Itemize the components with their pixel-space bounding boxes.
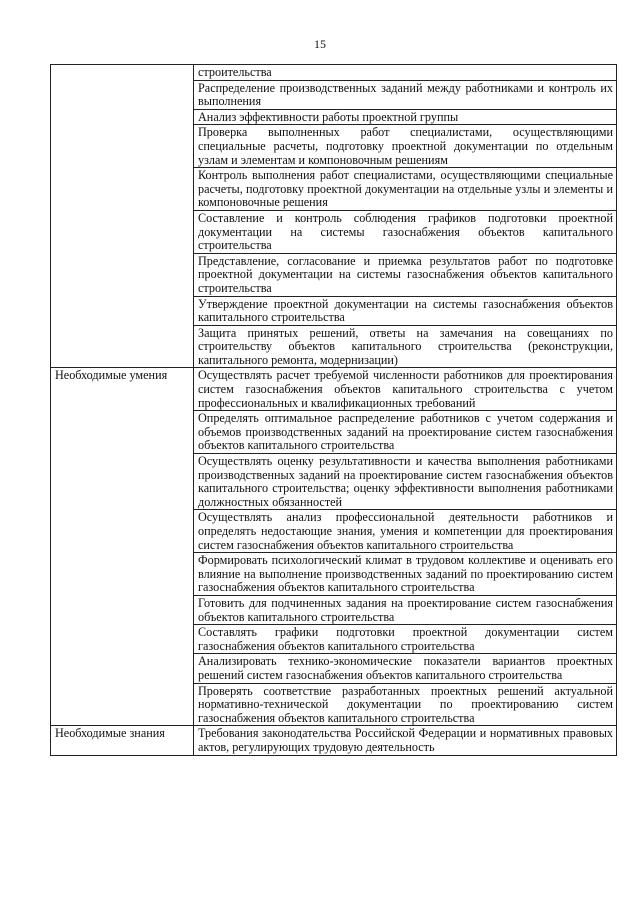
table-row (51, 726, 617, 755)
table-body (51, 65, 617, 756)
section-label: Необходимые знания (51, 726, 194, 755)
section-label (51, 65, 194, 368)
page-number: 15 (314, 37, 326, 51)
section-item: Определять оптимальное распределение работников с учетом содержания и объемов производственных заданий на проектирование систем газоснабжения объектов капитального строительства (194, 411, 617, 454)
section-label: Необходимые умения (51, 368, 194, 726)
section-item: строительства (194, 65, 617, 81)
section-item: Анализировать технико-экономические показатели вариантов проектных решений систем газоснабжения объектов капитального строительства (194, 654, 617, 683)
section-item: Защита принятых решений, ответы на замечания на совещаниях по строительству объектов капитального строительства (реконструкции, капитального ремонта, модернизации) (194, 325, 617, 368)
section-item: Проверять соответствие разработанных проектных решений актуальной нормативно-технической документации по проектированию систем газоснабжения объектов капитального строительства (194, 683, 617, 726)
section-item: Формировать психологический климат в трудовом коллективе и оценивать его влияние на выполнение производственных заданий по проектированию систем газоснабжения объектов капитального строительства (194, 553, 617, 596)
table-row (51, 368, 617, 411)
competency-table (50, 64, 617, 756)
section-item: Контроль выполнения работ специалистами, осуществляющими специальные расчеты, подготовку проектной документации на отдельные узлы и элементы и компоновочные решения (194, 168, 617, 211)
section-item: Готовить для подчиненных задания на проектирование систем газоснабжения объектов капитального строительства (194, 595, 617, 624)
section-item: Проверка выполненных работ специалистами, осуществляющими специальные расчеты, подготовку проектной документации по отдельным узлам и элементам и компоновочным решениям (194, 125, 617, 168)
section-item: Требования законодательства Российской Федерации и нормативных правовых актов, регулирующих трудовую деятельность (194, 726, 617, 755)
section-item: Осуществлять анализ профессиональной деятельности работников и определять недостающие знания, умения и компетенции для проектирования систем газоснабжения объектов капитального строительства (194, 510, 617, 553)
section-item: Анализ эффективности работы проектной группы (194, 109, 617, 125)
section-item: Осуществлять расчет требуемой численности работников для проектирования систем газоснабжения объектов капитального строительства с учетом профессиональных и квалификационных требований (194, 368, 617, 411)
table-row (51, 65, 617, 81)
section-item: Представление, согласование и приемка результатов работ по подготовке проектной документации на системы газоснабжения объектов капитального строительства (194, 253, 617, 296)
section-item: Утверждение проектной документации на системы газоснабжения объектов капитального строительства (194, 296, 617, 325)
section-item: Осуществлять оценку результативности и качества выполнения работниками производственных заданий на проектирование систем газоснабжения объектов капитального строительства; оценку эффективности выполнения работниками должностных обязанностей (194, 454, 617, 510)
section-item: Составление и контроль соблюдения графиков подготовки проектной документации на системы газоснабжения объектов капитального строительства (194, 210, 617, 253)
section-item: Распределение производственных заданий между работниками и контроль их выполнения (194, 80, 617, 109)
section-item: Составлять графики подготовки проектной документации систем газоснабжения объектов капитального строительства (194, 625, 617, 654)
